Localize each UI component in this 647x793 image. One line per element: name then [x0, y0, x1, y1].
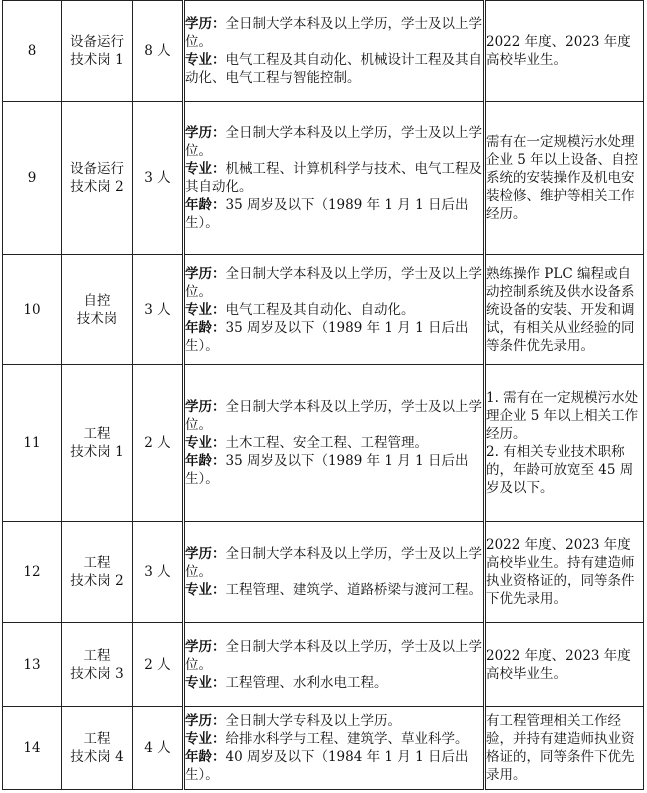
post-name-line: 自控 [83, 292, 111, 309]
age-label: 年龄： [185, 749, 226, 765]
education-label: 学历： [185, 638, 226, 655]
table-row [3, 707, 644, 790]
major-requirement [185, 434, 483, 452]
post-name-cell [62, 102, 133, 255]
major-label: 专业： [185, 161, 226, 177]
other-conditions-cell: 2022 年度、2023 年度高校毕业生。 [485, 623, 644, 707]
requirements-cell [184, 522, 485, 623]
recruitment-table [2, 0, 644, 790]
major-value: 土木工程、安全工程、工程管理。 [225, 435, 428, 451]
row-number: 10 [3, 255, 62, 365]
requirements-cell [184, 707, 485, 790]
age-requirement [185, 452, 483, 488]
post-name-cell [62, 623, 133, 707]
major-requirement [185, 581, 483, 599]
major-label: 专业： [185, 582, 226, 598]
education-value: 全日制大学本科及以上学历，学士及以上学位。 [185, 265, 482, 300]
table-row [3, 623, 644, 707]
post-name-line: 技术岗 1 [70, 52, 124, 68]
major-requirement [185, 51, 483, 87]
education-value: 全日制大学本科及以上学历，学士及以上学位。 [185, 546, 482, 580]
post-name-line: 工程 [83, 426, 111, 442]
post-name-line: 技术岗 1 [70, 444, 124, 460]
post-name-line: 技术岗 2 [70, 573, 124, 589]
education-requirement [185, 15, 483, 51]
other-conditions-cell: 2022 年度、2023 年度高校毕业生。持有建造师执业资格证的，同等条件下优先录用。 [485, 522, 644, 623]
table-row [3, 365, 644, 522]
row-number: 14 [3, 707, 62, 790]
row-number: 11 [3, 365, 62, 522]
education-value: 全日制大学本科及以上学历，学士及以上学位。 [185, 125, 482, 159]
education-requirement [185, 712, 483, 730]
post-name-line: 技术岗 4 [70, 749, 124, 765]
post-name-line: 技术岗 2 [70, 179, 124, 195]
post-name-cell [62, 1, 133, 102]
major-value: 电气工程及其自动化、自动化。 [225, 301, 415, 318]
post-name-line: 工程 [83, 731, 111, 747]
age-requirement [185, 196, 483, 232]
post-name-cell [62, 522, 133, 623]
major-requirement [185, 674, 483, 692]
education-label: 学历： [185, 265, 226, 282]
headcount: 2 人 [133, 623, 184, 707]
requirements-cell [184, 1, 485, 102]
post-name-cell [62, 255, 133, 365]
row-number: 8 [3, 1, 62, 102]
education-requirement [185, 398, 483, 434]
headcount: 3 人 [133, 522, 184, 623]
education-label: 学历： [185, 546, 226, 562]
post-name-cell [62, 707, 133, 790]
post-name-line: 工程 [83, 647, 111, 664]
headcount: 8 人 [133, 1, 184, 102]
requirements-cell [184, 623, 485, 707]
education-label: 学历： [185, 399, 226, 415]
major-label: 专业： [185, 301, 226, 318]
table-row [3, 255, 644, 365]
post-name-line: 设备运行 [70, 161, 124, 177]
post-name-line: 设备运行 [70, 34, 124, 50]
headcount: 4 人 [133, 707, 184, 790]
age-requirement [185, 319, 483, 355]
post-name-line: 技术岗 3 [70, 665, 124, 682]
age-value: 40 周岁及以下（1984 年 1 月 1 日后出生）。 [185, 749, 469, 783]
major-label: 专业： [185, 435, 226, 451]
requirements-cell [184, 255, 485, 365]
table-row [3, 1, 644, 102]
education-requirement [185, 124, 483, 160]
table-body [3, 1, 644, 790]
age-label: 年龄： [185, 319, 226, 336]
major-requirement [185, 160, 483, 196]
row-number: 13 [3, 623, 62, 707]
major-value: 工程管理、建筑学、道路桥梁与渡河工程。 [225, 582, 482, 598]
other-conditions-cell: 2022 年度、2023 年度高校毕业生。 [485, 1, 644, 102]
education-requirement [185, 265, 483, 301]
major-value: 机械工程、计算机科学与技术、电气工程及其自动化。 [185, 161, 482, 195]
age-requirement [185, 748, 483, 784]
education-value: 全日制大学本科及以上学历，学士及以上学位。 [185, 16, 482, 50]
headcount: 3 人 [133, 255, 184, 365]
age-value: 35 周岁及以下（1989 年 1 月 1 日后出生）。 [185, 319, 469, 354]
major-value: 工程管理、水利水电工程。 [225, 674, 388, 691]
major-label: 专业： [185, 731, 226, 747]
other-conditions-cell: 需有在一定规模污水处理企业 5 年以上设备、自控系统的安装操作及机电安装检修、维护等相关工作经历。 [485, 102, 644, 255]
major-label: 专业： [185, 674, 226, 691]
post-name-line: 技术岗 [76, 310, 118, 327]
other-conditions-cell: 1. 需有在一定规模污水处理企业 5 年以上相关工作经历。 2. 有相关专业技术职称的，年龄可放宽至 45 周岁及以下。 [485, 365, 644, 522]
age-value: 35 周岁及以下（1989 年 1 月 1 日后出生）。 [185, 453, 469, 487]
education-requirement [185, 545, 483, 581]
major-value: 给排水科学与工程、建筑学、草业科学。 [225, 731, 469, 747]
requirements-cell [184, 365, 485, 522]
education-value: 全日制大学本科及以上学历，学士及以上学位。 [185, 638, 482, 673]
headcount: 3 人 [133, 102, 184, 255]
age-label: 年龄： [185, 453, 226, 469]
education-label: 学历： [185, 713, 226, 729]
education-value: 全日制大学本科及以上学历，学士及以上学位。 [185, 399, 482, 433]
row-number: 9 [3, 102, 62, 255]
major-requirement [185, 301, 483, 319]
headcount: 2 人 [133, 365, 184, 522]
major-label: 专业： [185, 52, 226, 68]
table-row [3, 522, 644, 623]
requirements-cell [184, 102, 485, 255]
post-name-line: 工程 [83, 555, 111, 571]
major-value: 电气工程及其自动化、机械设计工程及其自动化、电气工程与智能控制。 [185, 52, 482, 86]
post-name-cell [62, 365, 133, 522]
major-requirement [185, 730, 483, 748]
other-conditions-cell: 有工程管理相关工作经验，并持有建造师执业资格证的，同等条件下优先录用。 [485, 707, 644, 790]
other-conditions-cell: 熟练操作 PLC 编程或自动控制系统及供水设备系统设备的安装、开发和调试，有相关从业经验的同等条件优先录用。 [485, 255, 644, 365]
education-value: 全日制大学专科及以上学历。 [225, 713, 401, 729]
table-row [3, 102, 644, 255]
education-requirement [185, 638, 483, 674]
education-label: 学历： [185, 125, 226, 141]
row-number: 12 [3, 522, 62, 623]
age-value: 35 周岁及以下（1989 年 1 月 1 日后出生）。 [185, 197, 469, 231]
age-label: 年龄： [185, 197, 226, 213]
education-label: 学历： [185, 16, 226, 32]
